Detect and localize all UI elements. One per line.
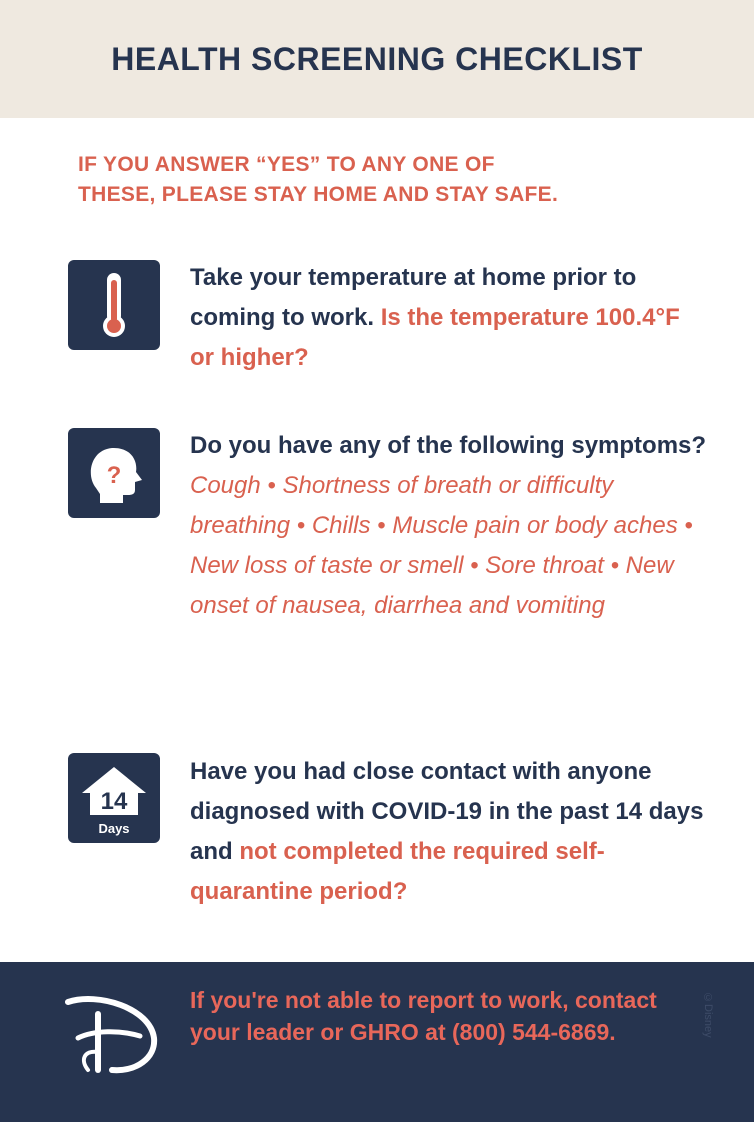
days-number: 14: [100, 788, 128, 815]
symptoms-text: Do you have any of the following symptoms?: [190, 432, 707, 459]
symptoms-list: Cough • Shortness of breath or difficulty breathing • Chills • Muscle pain or body aches • New loss of taste or smell • Sore throat • New onset of nausea, diarrhea and vomiting: [190, 472, 693, 619]
symptoms-question: [190, 426, 710, 626]
days-label: Days: [98, 821, 130, 836]
temperature-text: Take your temperature at home prior to coming to work.: [190, 264, 637, 331]
contact-accent: not completed the required self-quarantine period?: [190, 838, 605, 905]
warning-line-2: THESE, PLEASE STAY HOME AND STAY SAFE.: [78, 183, 559, 206]
header-banner: [0, 0, 754, 118]
stay-home-warning: [78, 150, 698, 210]
house-14-days-icon: [68, 753, 160, 843]
copyright-text: ©Disney: [702, 992, 714, 1038]
thermometer-icon: [68, 260, 160, 350]
temperature-question: [190, 258, 710, 378]
warning-line-1: IF YOU ANSWER “YES” TO ANY ONE OF: [78, 153, 495, 176]
temperature-accent: Is the temperature 100.4°F or higher?: [190, 304, 680, 371]
contact-text: Have you had close contact with anyone diagnosed with COVID-19 in the past 14 days and: [190, 758, 704, 865]
head-question-icon: [68, 428, 160, 518]
disney-logo-icon: [58, 990, 162, 1083]
contact-instructions: If you're not able to report to work, contact your leader or GHRO at (800) 544-6869.: [190, 987, 657, 1045]
contact-question: [190, 752, 710, 912]
footer-banner: [0, 962, 754, 1122]
page-title: HEALTH SCREENING CHECKLIST: [111, 40, 643, 77]
svg-text:?: ?: [106, 462, 122, 489]
